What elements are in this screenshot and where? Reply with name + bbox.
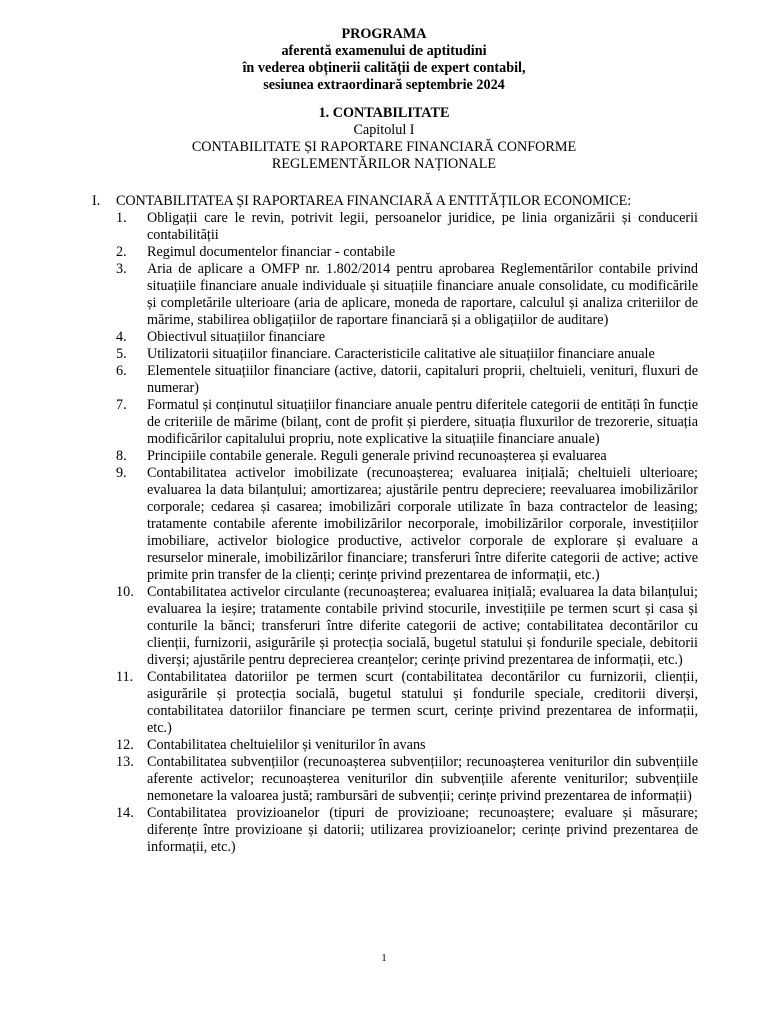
- list-item-text: Elementele situațiilor financiare (active, datorii, capitaluri proprii, cheltuieli, venituri, fluxuri de numerar): [147, 363, 698, 396]
- list-item: [92, 737, 698, 754]
- list-item: [92, 363, 698, 397]
- list-item-number: 10.: [116, 584, 134, 600]
- document-header: [0, 26, 768, 173]
- section-title: [92, 193, 698, 210]
- section-i: [92, 193, 698, 856]
- list-item-number: 12.: [116, 737, 134, 753]
- section-title-text: CONTABILITATEA ȘI RAPORTAREA FINANCIARĂ A ENTITĂȚILOR ECONOMICE:: [116, 193, 632, 209]
- list-item: [92, 346, 698, 363]
- list-item: [92, 397, 698, 448]
- list-item-text: Utilizatorii situațiilor financiare. Caracteristicile calitative ale situațiilor financiare anuale: [147, 346, 655, 362]
- list-item: [92, 754, 698, 805]
- list-item-text: Obiectivul situațiilor financiare: [147, 329, 326, 345]
- list-item-text: Contabilitatea cheltuielilor și veniturilor în avans: [147, 737, 426, 753]
- list-item-number: 8.: [116, 448, 127, 464]
- list-item-number: 13.: [116, 754, 134, 770]
- list-item-number: 6.: [116, 363, 127, 379]
- list-item-number: 5.: [116, 346, 127, 362]
- list-item: [92, 669, 698, 737]
- list-item: [92, 261, 698, 329]
- subject-title: 1. CONTABILITATE: [318, 105, 450, 121]
- program-session: sesiunea extraordinară septembrie 2024: [263, 77, 505, 93]
- list-item-text: Contabilitatea datoriilor pe termen scurt (contabilitatea decontărilor cu furnizorii, clienții, asigurările și protecția socială, bugetul statului și fondurile speciale, creditorii diverși, contabilitatea datoriilor financiare pe termen scurt, cerințe privind prezentarea de informații, etc.): [147, 669, 698, 736]
- list-item-text: Aria de aplicare a OMFP nr. 1.802/2014 pentru aprobarea Reglementărilor contabile privind situațiile financiare anuale individuale și situațiile financiare anuale consolidate, cu modificările și completările ulterioare (aria de aplicare, moneda de raportare, calculul și analiza criteriilor de mărime, stabilirea obligațiilor de raportare financiară și a obligațiilor de auditare): [147, 261, 698, 328]
- chapter-title-line-2: REGLEMENTĂRILOR NAȚIONALE: [271, 156, 497, 172]
- topic-list: [92, 210, 698, 856]
- list-item-text: Contabilitatea subvențiilor (recunoașterea subvențiilor; recunoașterea veniturilor din subvențiile aferente activelor; recunoașterea veniturilor din subvențiile aferente veniturilor; subvențiile nemonetare la valoarea justă; rambursări de subvenții; cerințe privind prezentarea de informații): [147, 754, 698, 804]
- program-subtitle-1: aferentă examenului de aptitudini: [281, 43, 487, 59]
- list-item-text: Contabilitatea activelor imobilizate (recunoașterea; evaluarea inițială; cheltuieli ulterioare; evaluarea la data bilanțului; amortizarea; ajustările pentru depreciere; reevaluarea imobilizărilor corporale; cedarea și casarea; imobilizări corporale utilizate în baza contractelor de leasing; tratamente contabile aferente imobilizărilor necorporale, imobilizărilor corporale, investițiilor imobiliare, activelor biologice productive, activelor corporale de explorare și evaluare a resurselor minerale, imobilizărilor financiare; transferuri între diferite categorii de active; active primite prin transfer de la clienți; cerințe privind prezentarea de informații, etc.): [147, 465, 698, 583]
- list-item: [92, 244, 698, 261]
- list-item: [92, 805, 698, 856]
- list-item-number: 2.: [116, 244, 127, 260]
- list-item-number: 9.: [116, 465, 127, 481]
- list-item: [92, 329, 698, 346]
- page-number: 1: [381, 952, 387, 964]
- list-item: [92, 448, 698, 465]
- program-subtitle-2: în vederea obținerii calității de expert contabil,: [242, 60, 526, 76]
- list-item-text: Formatul și conținutul situațiilor financiare anuale pentru diferitele categorii de entități în funcție de criteriile de mărime (bilanț, cont de profit și pierdere, situația fluxurilor de trezorerie, situația modificărilor capitalului propriu, note explicative la situațiile financiare anuale): [147, 397, 698, 447]
- list-item-number: 1.: [116, 210, 127, 226]
- list-item: [92, 465, 698, 584]
- list-item-number: 7.: [116, 397, 127, 413]
- program-title: PROGRAMA: [341, 26, 427, 42]
- chapter-title-line-1: CONTABILITATE ȘI RAPORTARE FINANCIARĂ CONFORME: [191, 139, 577, 155]
- list-item-text: Contabilitatea provizioanelor (tipuri de provizioane; recunoaștere; evaluare și măsurare; diferențe între provizioane și datorii; utilizarea provizioanelor; cerințe privind prezentarea de informații, etc.): [147, 805, 698, 855]
- list-item-number: 14.: [116, 805, 134, 821]
- list-item: [92, 584, 698, 669]
- list-item-number: 4.: [116, 329, 127, 345]
- list-item: [92, 210, 698, 244]
- chapter-label: Capitolul I: [353, 122, 415, 138]
- list-item-text: Regimul documentelor financiar - contabile: [147, 244, 396, 260]
- section-number: I.: [92, 193, 101, 209]
- list-item-number: 11.: [116, 669, 134, 685]
- list-item-text: Principiile contabile generale. Reguli generale privind recunoașterea și evaluarea: [147, 448, 607, 464]
- list-item-text: Contabilitatea activelor circulante (recunoașterea; evaluarea inițială; evaluarea la data bilanțului; evaluarea la ieșire; tratamente contabile privind stocurile, investițiile pe termen scurt și casa și conturile la bănci; transferuri între diferite categorii de active; contabilitatea decontărilor cu clienții, furnizorii, asigurările și protecția socială, bugetul statului și fondurile speciale, debitorii diverși; ajustările pentru deprecierea creanțelor; cerințe privind prezentarea de informații, etc.): [147, 584, 698, 668]
- list-item-number: 3.: [116, 261, 127, 277]
- list-item-text: Obligații care le revin, potrivit legii, persoanelor juridice, pe linia organizării și conducerii contabilității: [147, 210, 698, 243]
